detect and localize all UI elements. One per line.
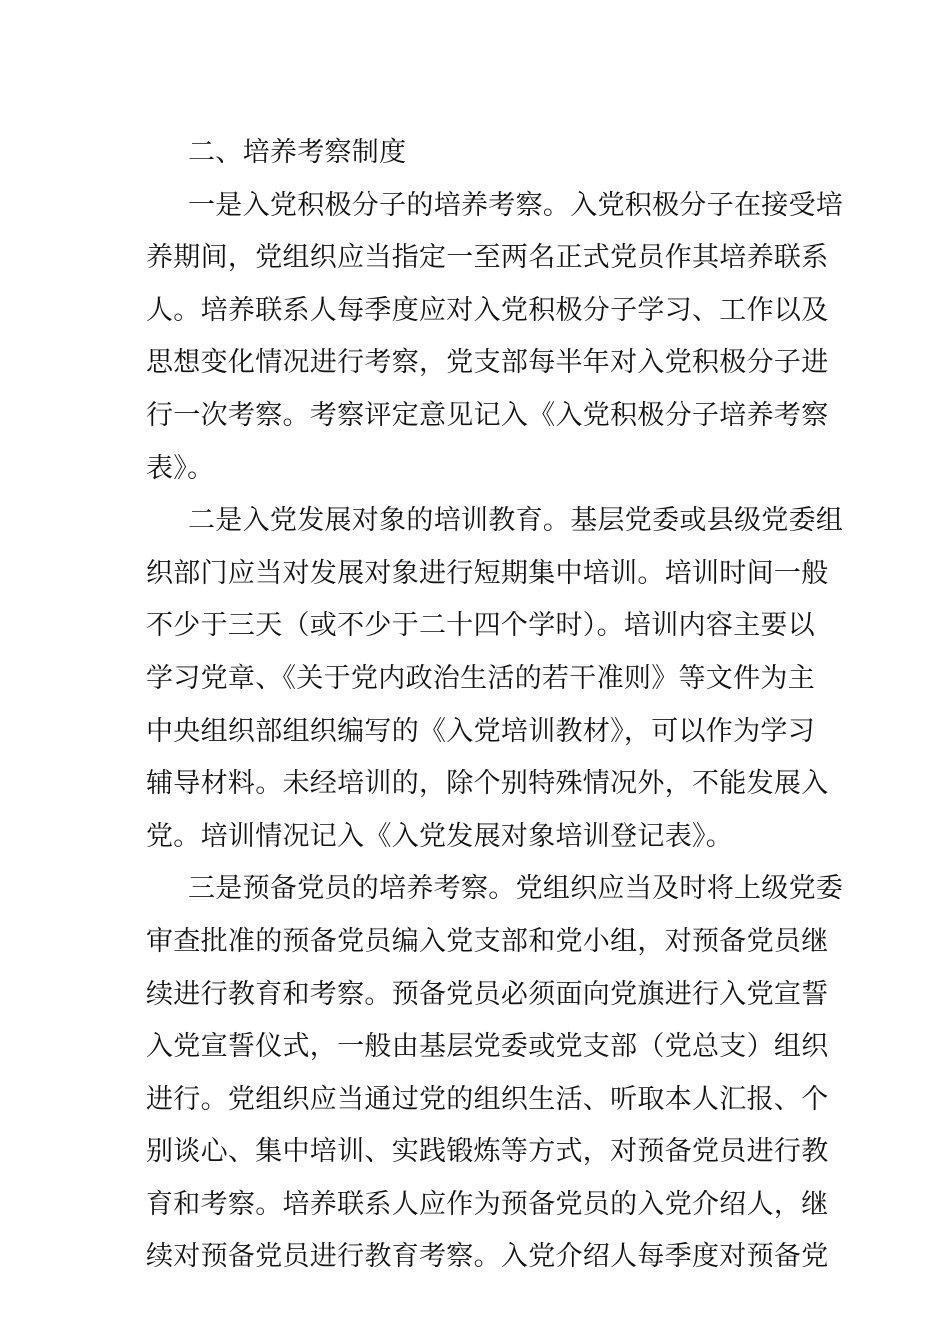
- text-line: 人。培养联系人每季度应对入党积极分子学习、工作以及: [146, 294, 829, 326]
- text-line: 三是预备党员的培养考察。党组织应当及时将上级党委: [188, 873, 844, 905]
- text-line: 入党宣誓仪式，一般由基层党委或党支部（党总支）组织: [146, 1031, 829, 1063]
- text-line: 二是入党发展对象的培训教育。基层党委或县级党委组: [188, 505, 844, 537]
- paragraph-1: [146, 180, 844, 496]
- paragraph-2: [146, 495, 844, 863]
- text-line: 行一次考察。考察评定意见记入《入党积极分子培养考察: [146, 399, 829, 431]
- text-line: 别谈心、集中培训、实践锻炼等方式，对预备党员进行教: [146, 1136, 829, 1168]
- text-line: 思想变化情况进行考察，党支部每半年对入党积极分子进: [146, 347, 829, 379]
- text-line: 不少于三天（或不少于二十四个学时）。培训内容主要以: [146, 610, 815, 642]
- text-line: 一是入党积极分子的培养考察。入党积极分子在接受培: [188, 189, 844, 221]
- text-line: 中央组织部组织编写的《入党培训教材》，可以作为学习: [146, 715, 815, 747]
- paragraph-3: [146, 863, 844, 1284]
- text-line: 养期间，党组织应当指定一至两名正式党员作其培养联系: [146, 242, 829, 274]
- text-line: 表》。: [146, 452, 215, 484]
- text-line: 辅导材料。未经培训的，除个别特殊情况外，不能发展入: [146, 768, 829, 800]
- text-line: 育和考察。培养联系人应作为预备党员的入党介绍人，继: [146, 1188, 829, 1220]
- text-line: 党。培训情况记入《入党发展对象培训登记表》。: [146, 820, 734, 852]
- text-line: 织部门应当对发展对象进行短期集中培训。培训时间一般: [146, 557, 829, 589]
- document-body: [146, 127, 844, 1284]
- text-line: 审查批准的预备党员编入党支部和党小组，对预备党员继: [146, 925, 829, 957]
- section-heading: 二、培养考察制度: [188, 137, 407, 168]
- text-line: 续进行教育和考察。预备党员必须面向党旗进行入党宣誓: [146, 978, 829, 1010]
- text-line: 进行。党组织应当通过党的组织生活、听取本人汇报、个: [146, 1083, 829, 1115]
- text-line: 续对预备党员进行教育考察。入党介绍人每季度对预备党: [146, 1241, 829, 1273]
- text-line: 学习党章、《关于党内政治生活的若干准则》等文件为主: [146, 662, 815, 694]
